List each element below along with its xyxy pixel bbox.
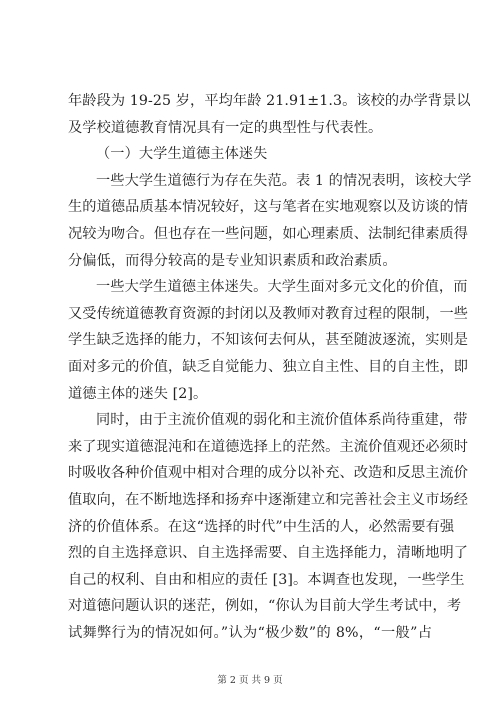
text-line: 及学校道德教育情况具有一定的典型性与代表性。 [68,119,383,136]
text-line: 对道德问题认识的迷茫，例如，“你认为目前大学生考试中，考 [68,598,462,615]
section-heading: （一）大学生道德主体迷失 [96,146,268,163]
paragraph-first-line: 同时，由于主流价值观的弱化和主流价值体系尚待重建，带 [96,412,468,429]
text-line: 时吸收各种价值观中相对合理的成分以补充、改造和反思主流价 [68,465,469,482]
text-line: 学生缺乏选择的能力，不知该何去何从，甚至随波逐流，实则是 [68,332,469,349]
document-body [68,88,472,646]
text-line: 值取向，在不断地选择和扬弃中逐渐建立和完善社会主义市场经 [68,491,469,508]
text-line: 来了现实道德混沌和在道德选择上的茫然。主流价值观还必须时 [68,438,469,455]
text-line: 济的价值体系。在这“选择的时代”中生活的人，必然需要有强 [68,518,455,535]
text-line: 生的道德品质基本情况较好，这与笔者在实地观察以及访谈的情 [68,199,469,216]
text-line: 试舞弊行为的情况如何。”认为“极少数”的 8%，“一般”占 [68,624,432,641]
text-line: 自己的权利、自由和相应的责任 [3]。本调查也发现，一些学生 [68,571,465,588]
paragraph-first-line: 一些大学生道德行为存在失范。表 1 的情况表明，该校大学 [96,172,472,189]
text-line: 况较为吻合。但也存在一些问题，如心理素质、法制纪律素质得 [68,225,469,242]
text-line: 分偏低，而得分较高的是专业知识素质和政治素质。 [68,252,397,269]
text-line: 烈的自主选择意识、自主选择需要、自主选择能力，清晰地明了 [68,545,469,562]
text-line: 年龄段为 19-25 岁，平均年龄 21.91±1.3。该校的办学背景以 [68,93,471,109]
text-line: 又受传统道德教育资源的封闭以及教师对教育过程的限制，一些 [68,305,469,322]
paragraph-first-line: 一些大学生道德主体迷失。大学生面对多元文化的价值，而 [96,279,468,296]
text-line: 面对多元的价值，缺乏自觉能力、独立自主性、目的自主性，即 [68,358,469,375]
page-footer: 第 2 页 共 9 页 [217,675,283,686]
text-line: 道德主体的迷失 [2]。 [68,385,208,402]
